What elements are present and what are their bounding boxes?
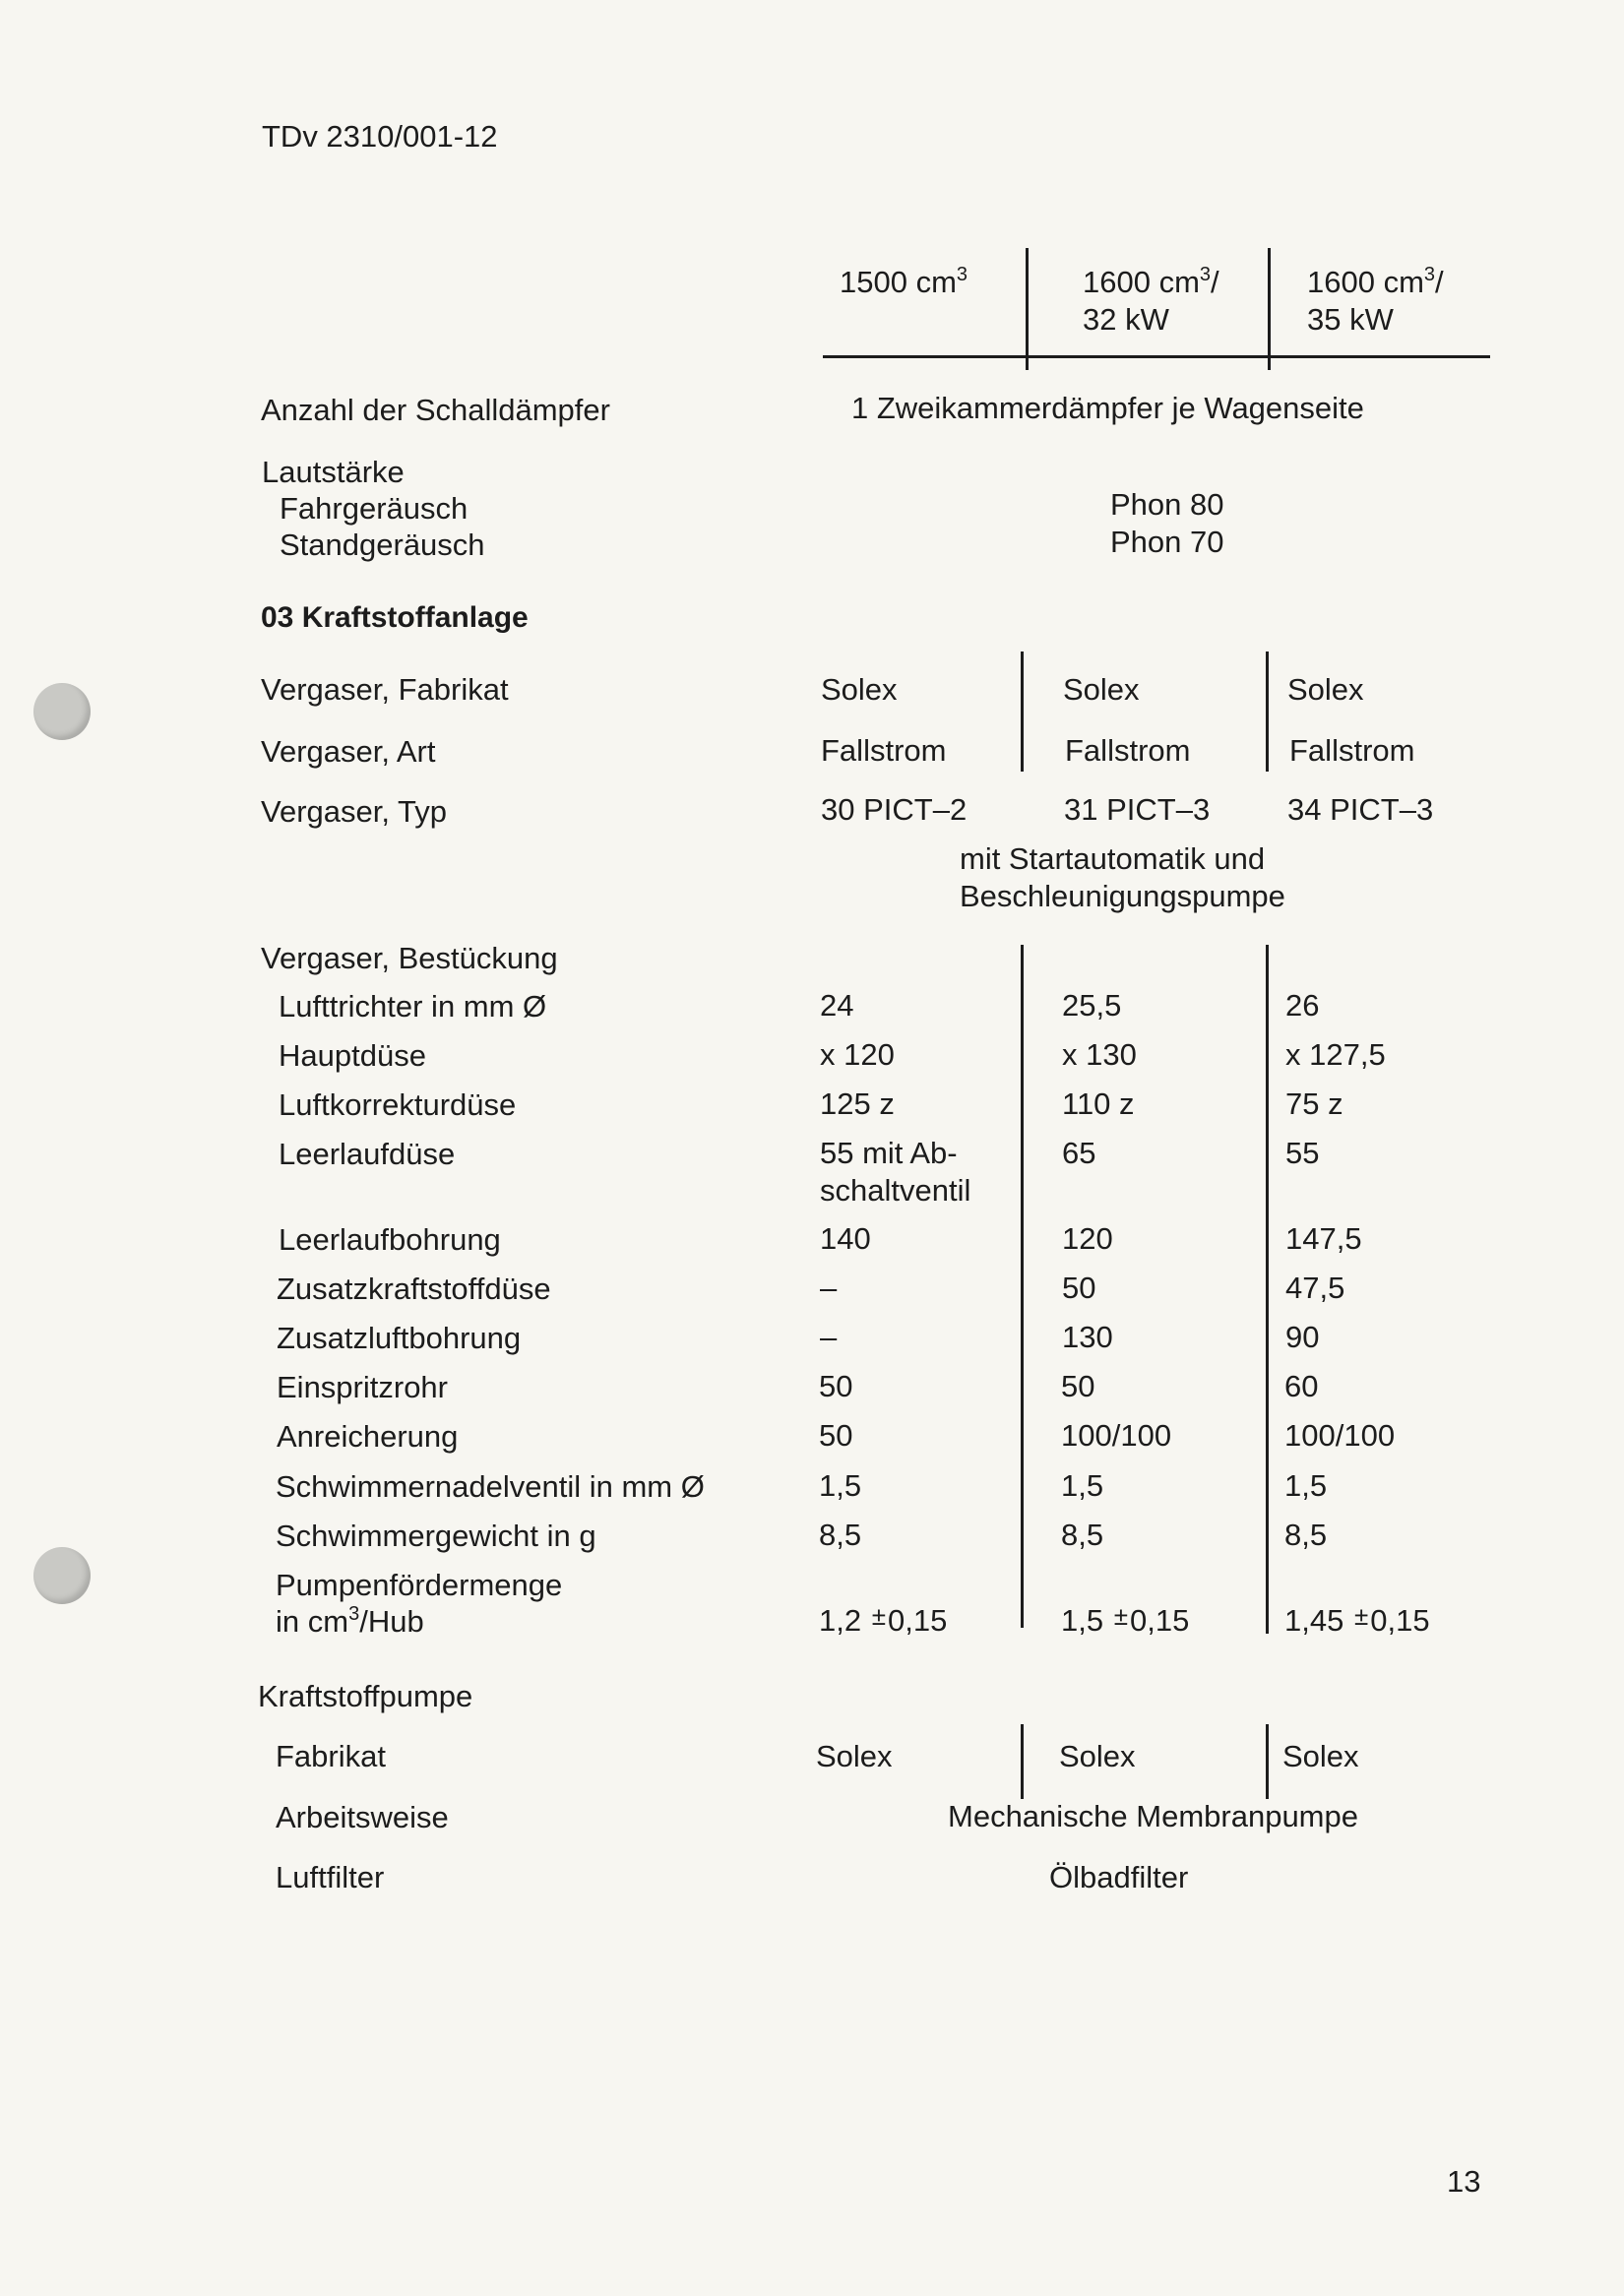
fuel-pump-make-c2: Solex xyxy=(1059,1739,1136,1773)
row-label: Leerlaufdüse xyxy=(279,1137,456,1171)
row-label: Zusatzluftbohrung xyxy=(277,1321,522,1355)
row-c1: 140 xyxy=(820,1221,871,1256)
row-c2: 100/100 xyxy=(1061,1418,1172,1453)
row-label: Einspritzrohr xyxy=(277,1370,448,1404)
row-c3: x 127,5 xyxy=(1285,1037,1386,1072)
row-label: Anreicherung xyxy=(277,1419,459,1454)
page-number: 13 xyxy=(1447,2164,1481,2199)
column-divider xyxy=(1021,652,1024,772)
column-header-35kw: 35 kW xyxy=(1307,302,1394,337)
punch-hole xyxy=(33,683,91,740)
row-c2: 110 z xyxy=(1062,1086,1135,1121)
row-c3: 100/100 xyxy=(1284,1418,1396,1453)
row-c3: 75 z xyxy=(1285,1086,1343,1121)
column-divider xyxy=(1266,945,1269,1634)
carb-kind-c3: Fallstrom xyxy=(1289,733,1415,768)
carb-make-c2: Solex xyxy=(1063,672,1140,707)
row-c1: 55 mit Ab- xyxy=(820,1136,958,1170)
row-c3: 26 xyxy=(1285,988,1320,1023)
section-heading: 03 Kraftstoffanlage xyxy=(261,601,529,634)
fuel-pump-mode-label: Arbeitsweise xyxy=(276,1800,449,1834)
row-c3: 55 xyxy=(1285,1136,1320,1170)
column-divider xyxy=(1266,652,1269,772)
row-label: Hauptdüse xyxy=(279,1038,426,1073)
carb-note-line2: Beschleunigungspumpe xyxy=(960,879,1285,913)
carb-type-c2: 31 PICT–3 xyxy=(1064,792,1211,827)
carb-make-label: Vergaser, Fabrikat xyxy=(261,672,509,707)
carb-kind-c2: Fallstrom xyxy=(1065,733,1191,768)
column-header-32kw: 32 kW xyxy=(1083,302,1169,337)
equipment-heading: Vergaser, Bestückung xyxy=(261,941,558,975)
carb-make-c3: Solex xyxy=(1287,672,1364,707)
row-c2: 65 xyxy=(1062,1136,1096,1170)
row-c3: 60 xyxy=(1284,1369,1319,1403)
air-filter-label: Luftfilter xyxy=(276,1860,385,1894)
row-label: Luftkorrekturdüse xyxy=(279,1087,517,1122)
fuel-pump-make-c3: Solex xyxy=(1282,1739,1359,1773)
carb-kind-label: Vergaser, Art xyxy=(261,734,436,769)
row-c2: x 130 xyxy=(1062,1037,1137,1072)
carb-type-c3: 34 PICT–3 xyxy=(1287,792,1434,827)
pump-amount-label: Pumpenfördermenge xyxy=(276,1568,563,1602)
row-c2: 50 xyxy=(1061,1369,1095,1403)
carb-type-c1: 30 PICT–2 xyxy=(821,792,968,827)
row-c3: 147,5 xyxy=(1285,1221,1362,1256)
column-header-1500: 1500 $cm^3$ xyxy=(840,264,968,299)
column-header-1600-32: 1600 $cm^3/$ xyxy=(1083,264,1219,299)
drive-noise-label: Fahrgeräusch xyxy=(280,491,468,526)
fuel-pump-mode-value: Mechanische Membranpumpe xyxy=(948,1799,1358,1833)
row-c1: – xyxy=(820,1320,838,1354)
column-header-1600-35: 1600 $cm^3/$ xyxy=(1307,264,1444,299)
column-divider xyxy=(1021,945,1024,1628)
column-divider xyxy=(1266,1724,1269,1799)
row-c2: 8,5 xyxy=(1061,1518,1104,1552)
row-label: Lufttrichter in mm Ø xyxy=(279,989,547,1024)
carb-make-c1: Solex xyxy=(821,672,898,707)
row-c1: x 120 xyxy=(820,1037,895,1072)
row-label: Schwimmernadelventil in mm Ø xyxy=(276,1469,705,1504)
loudness-label: Lautstärke xyxy=(262,455,405,489)
air-filter-value: Ölbadfilter xyxy=(1049,1860,1189,1894)
row-c3: 90 xyxy=(1285,1320,1320,1354)
row-c1: 50 xyxy=(819,1369,853,1403)
document-id: TDv 2310/001-12 xyxy=(262,119,498,154)
stand-noise-value: Phon 70 xyxy=(1110,525,1224,559)
silencer-value: 1 Zweikammerdämpfer je Wagenseite xyxy=(851,391,1364,425)
row-label: Schwimmergewicht in g xyxy=(276,1519,596,1553)
carb-type-label: Vergaser, Typ xyxy=(261,794,447,829)
column-divider xyxy=(1268,248,1271,370)
row-c1-continued: schaltventil xyxy=(820,1173,971,1208)
row-c2: 120 xyxy=(1062,1221,1113,1256)
pump-amount-unit: in $cm^3$/Hub xyxy=(276,1603,424,1639)
row-label: Zusatzkraftstoffdüse xyxy=(277,1272,551,1306)
row-c2: 25,5 xyxy=(1062,988,1122,1023)
row-c2: 1,5 xyxy=(1061,1468,1104,1503)
row-c3: 1,5 xyxy=(1284,1468,1328,1503)
column-divider xyxy=(1021,1724,1024,1799)
row-c3: 8,5 xyxy=(1284,1518,1328,1552)
pump-amount-c1: 1,2 ±0,15 xyxy=(819,1601,948,1638)
row-c2: 50 xyxy=(1062,1271,1096,1305)
carb-note-line1: mit Startautomatik und xyxy=(960,841,1266,876)
carb-kind-c1: Fallstrom xyxy=(821,733,947,768)
row-c3: 47,5 xyxy=(1285,1271,1345,1305)
silencer-label: Anzahl der Schalldämpfer xyxy=(261,393,610,427)
row-label: Leerlaufbohrung xyxy=(279,1222,501,1257)
pump-amount-c3: 1,45 ±0,15 xyxy=(1284,1601,1430,1638)
row-c1: 8,5 xyxy=(819,1518,862,1552)
fuel-pump-make-c1: Solex xyxy=(816,1739,893,1773)
fuel-pump-heading: Kraftstoffpumpe xyxy=(258,1679,473,1713)
punch-hole xyxy=(33,1547,91,1604)
fuel-pump-make-label: Fabrikat xyxy=(276,1739,386,1773)
header-rule xyxy=(823,355,1490,358)
row-c1: 125 z xyxy=(820,1086,895,1121)
row-c1: 1,5 xyxy=(819,1468,862,1503)
column-divider xyxy=(1026,248,1029,370)
pump-amount-c2: 1,5 ±0,15 xyxy=(1061,1601,1190,1638)
drive-noise-value: Phon 80 xyxy=(1110,487,1224,522)
row-c1: – xyxy=(820,1271,838,1305)
row-c1: 50 xyxy=(819,1418,853,1453)
row-c2: 130 xyxy=(1062,1320,1113,1354)
row-c1: 24 xyxy=(820,988,854,1023)
stand-noise-label: Standgeräusch xyxy=(280,527,485,562)
